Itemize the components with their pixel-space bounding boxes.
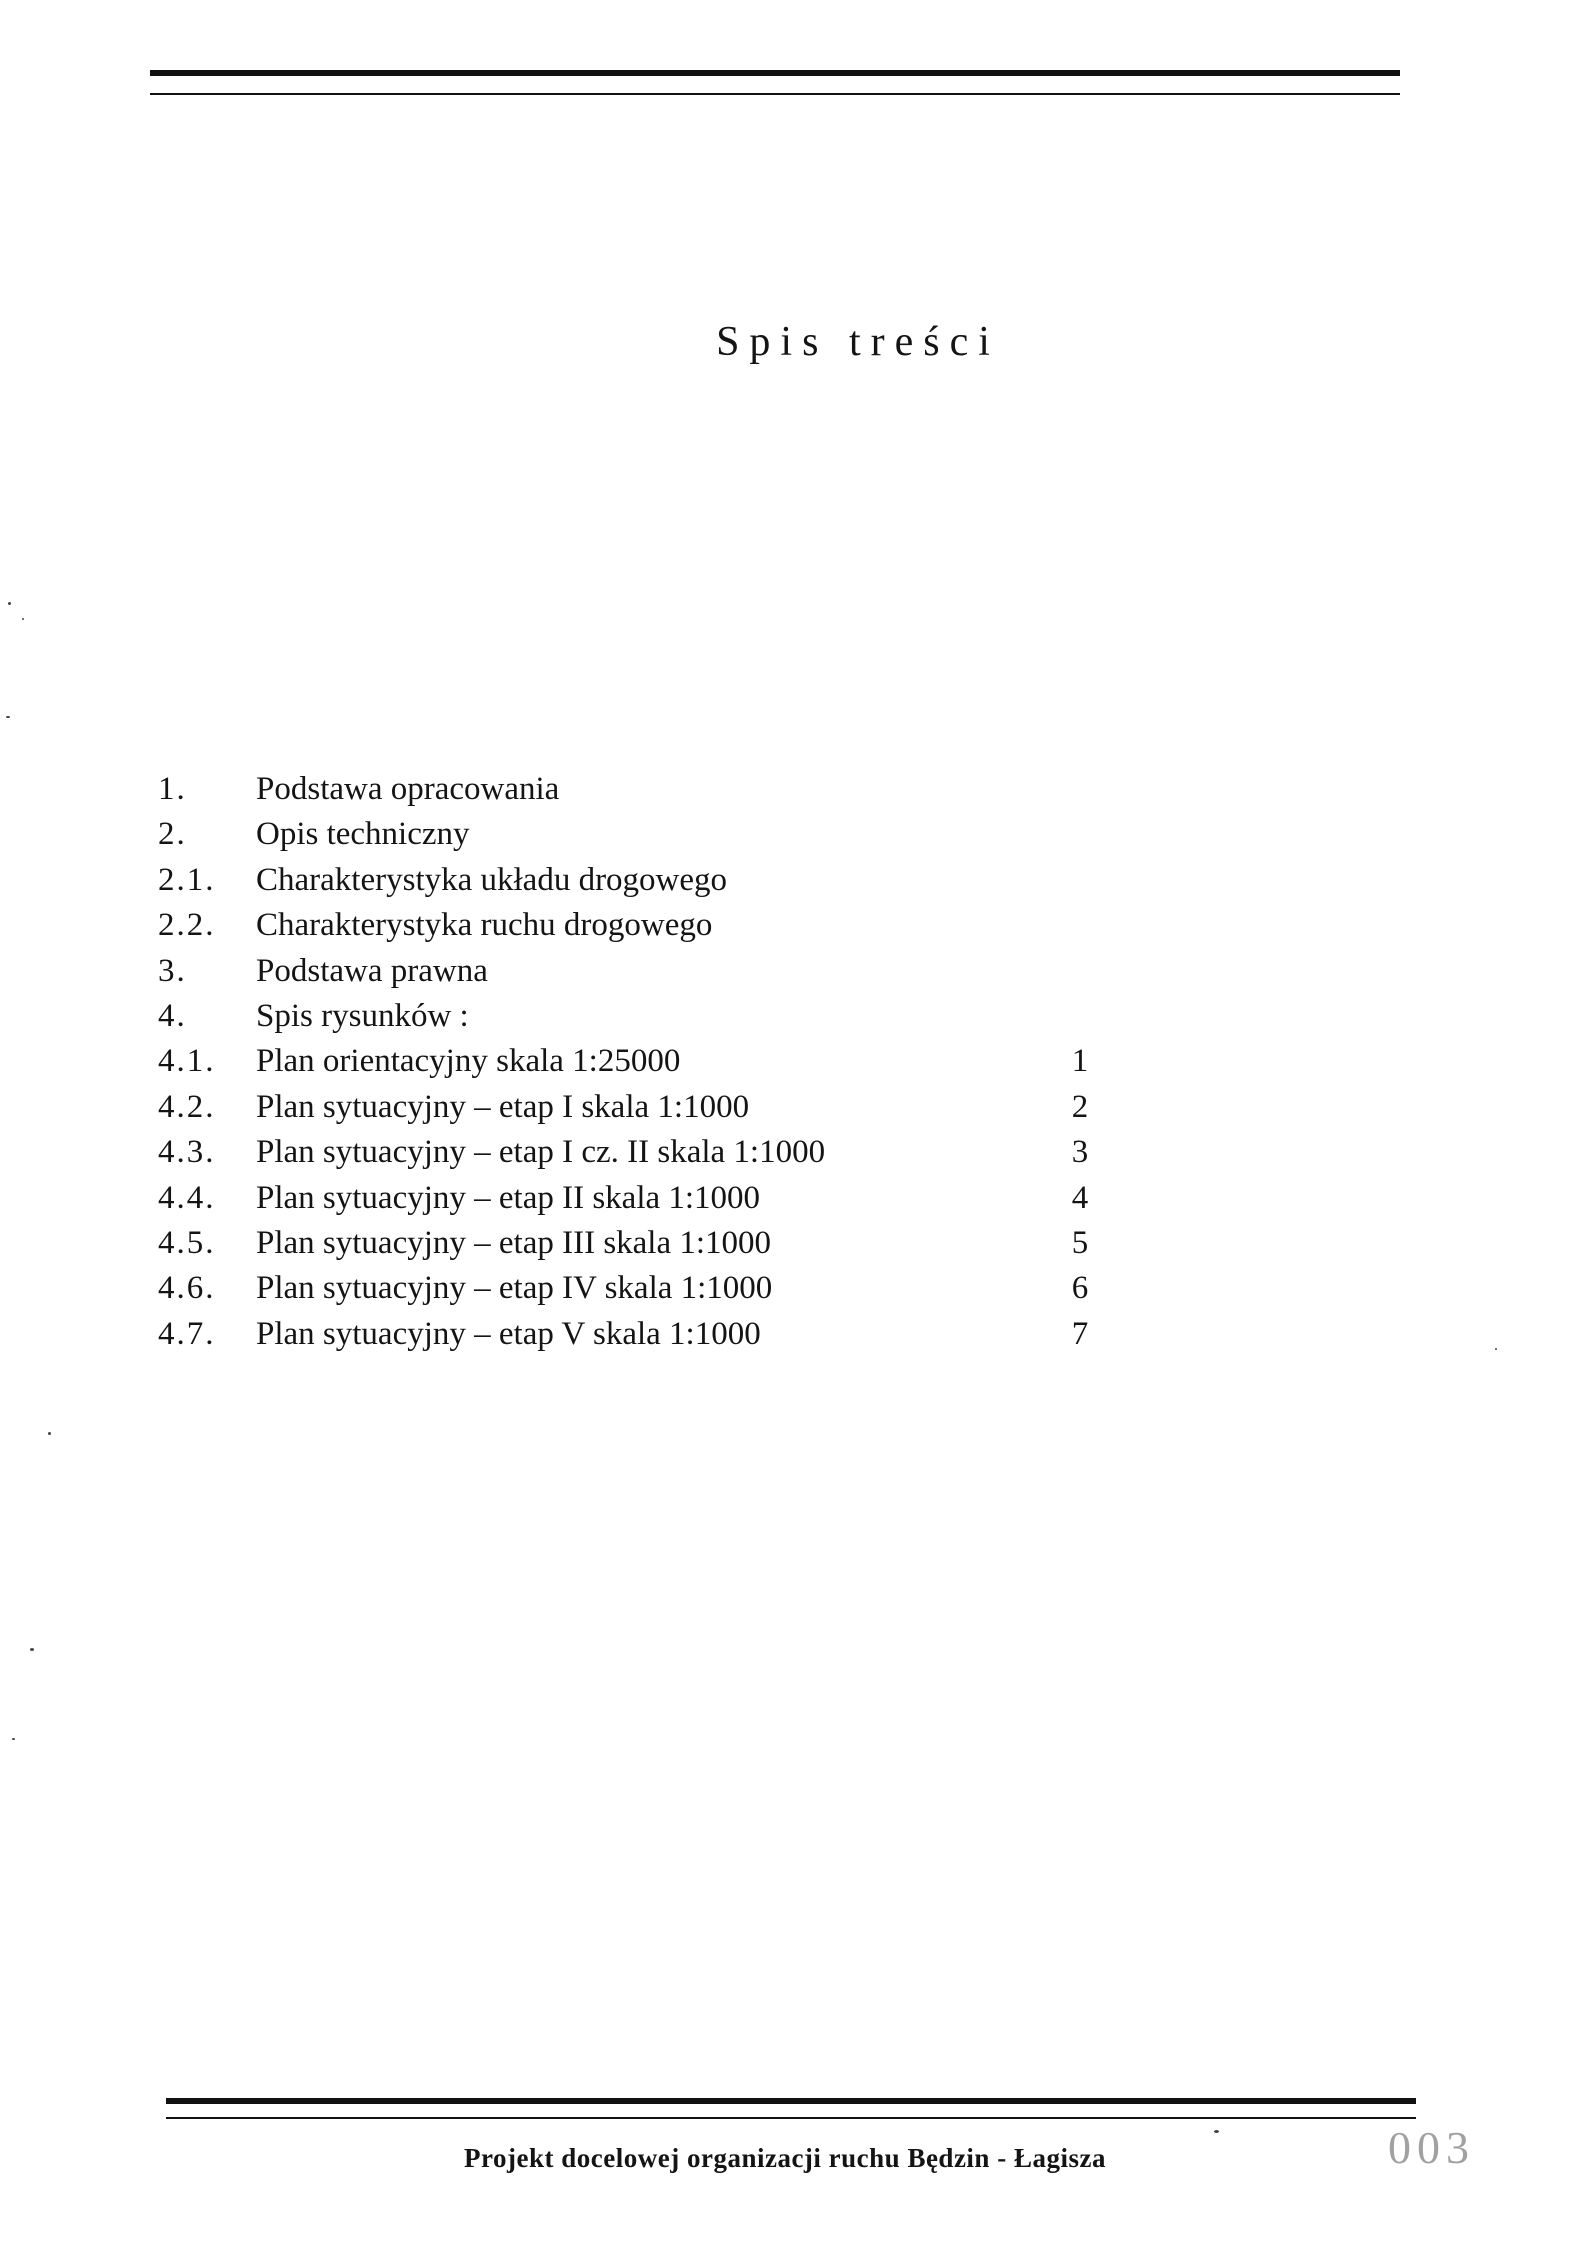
scan-speck (30, 1648, 34, 1651)
scan-speck (12, 1738, 15, 1740)
table-of-contents (158, 767, 1138, 1357)
toc-entry-number: 4.2. (158, 1088, 216, 1125)
toc-entry (158, 858, 1138, 903)
toc-entry-page: 6 (1071, 1270, 1089, 1307)
page-title (0, 318, 1586, 366)
toc-entry-page: 2 (1071, 1088, 1089, 1125)
toc-entry (158, 767, 1138, 812)
toc-entry-label: Podstawa prawna (256, 952, 488, 989)
toc-entry-page: 7 (1071, 1315, 1089, 1352)
toc-entry-number: 4.3. (158, 1134, 216, 1171)
toc-entry-label: Plan sytuacyjny – etap I cz. II skala 1:1000 (256, 1134, 826, 1171)
scan-speck (1214, 2130, 1219, 2133)
toc-entry (158, 994, 1138, 1039)
toc-entry-label: Podstawa opracowania (256, 771, 560, 807)
toc-entry (158, 812, 1138, 857)
toc-entry-label: Spis rysunków : (256, 997, 469, 1034)
toc-entry (158, 1176, 1138, 1221)
toc-entry-label: Plan sytuacyjny – etap V skala 1:1000 (256, 1315, 761, 1352)
toc-entry (158, 1039, 1138, 1084)
toc-entry-number: 4.5. (158, 1224, 216, 1261)
toc-entry (158, 1221, 1138, 1266)
header-rule-thin (150, 93, 1400, 95)
scan-speck (6, 716, 10, 718)
toc-entry-number: 4.4. (158, 1179, 216, 1216)
toc-entry-label: Charakterystyka układu drogowego (256, 861, 728, 898)
footer-text: Projekt docelowej organizacji ruchu Będzin - Łagisza (464, 2143, 1106, 2173)
toc-entry-label: Plan sytuacyjny – etap III skala 1:1000 (256, 1224, 772, 1261)
toc-entry-number: 3. (158, 952, 187, 989)
scan-speck (8, 602, 11, 605)
toc-entry-number: 2.2. (158, 907, 216, 944)
toc-entry-label: Charakterystyka ruchu drogowego (256, 907, 713, 944)
toc-entry (158, 1085, 1138, 1130)
header-rule-thick (150, 70, 1400, 76)
toc-entry-number: 2. (158, 816, 187, 853)
scan-speck (1495, 1348, 1497, 1350)
page-title-text: Spis treści (716, 319, 1000, 365)
footer-rule-thick (166, 2098, 1416, 2104)
toc-entry-label: Plan sytuacyjny – etap II skala 1:1000 (256, 1179, 761, 1216)
scan-speck (48, 1432, 51, 1435)
toc-entry-number: 4. (158, 997, 187, 1034)
toc-entry (158, 1266, 1138, 1311)
toc-entry-page: 1 (1071, 1043, 1089, 1080)
toc-entry (158, 949, 1138, 994)
toc-entry-number: 4.7. (158, 1315, 216, 1352)
toc-entry-page: 4 (1071, 1179, 1089, 1216)
toc-entry (158, 1312, 1138, 1357)
toc-entry-page: 5 (1071, 1224, 1089, 1261)
toc-entry-number: 4.6. (158, 1270, 216, 1307)
footer-rule-thin (166, 2117, 1416, 2119)
toc-entry (158, 903, 1138, 948)
toc-entry-number: 2.1. (158, 861, 216, 898)
page-stamp: 003 (1388, 2122, 1475, 2173)
toc-entry-number: 4.1. (158, 1043, 216, 1080)
toc-entry-label: Plan orientacyjny skala 1:25000 (256, 1043, 681, 1080)
toc-entry-label: Plan sytuacyjny – etap I skala 1:1000 (256, 1088, 750, 1125)
toc-entry-label: Opis techniczny (256, 816, 470, 853)
toc-entry-label: Plan sytuacyjny – etap IV skala 1:1000 (256, 1270, 773, 1307)
scan-speck (22, 618, 24, 620)
toc-entry-page: 3 (1071, 1134, 1089, 1171)
toc-entry (158, 1130, 1138, 1175)
toc-entry-number: 1. (158, 771, 187, 807)
